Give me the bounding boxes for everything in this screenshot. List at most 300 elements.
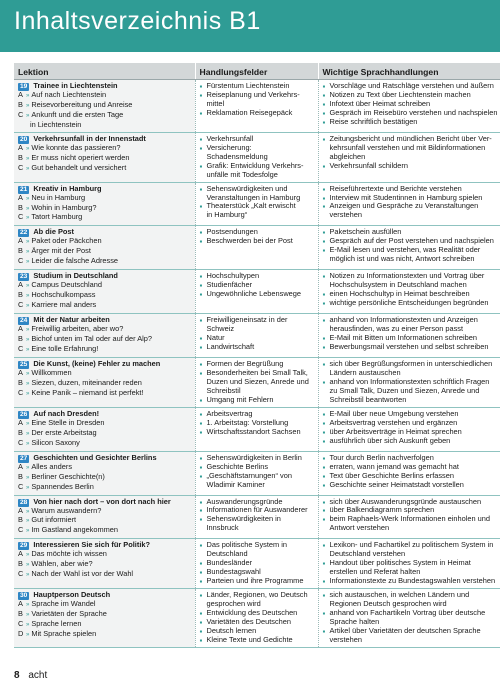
sprachhandlungen-cell	[318, 314, 500, 358]
arrow-icon: »	[26, 622, 30, 629]
lesson-section	[18, 526, 192, 536]
item-text: abgleichen	[329, 151, 366, 161]
lesson-section	[18, 111, 192, 130]
actions-list	[323, 454, 500, 490]
section-letter: B	[18, 471, 23, 481]
bullet-icon: ▪	[199, 316, 203, 326]
sprachhandlung-item	[323, 627, 500, 645]
lesson-cell	[14, 270, 195, 314]
sprachhandlung-item	[323, 437, 500, 446]
bullet-icon: ▪	[199, 90, 203, 100]
section-letter: A	[18, 90, 23, 99]
bullet-icon: ▪	[322, 497, 326, 507]
lesson-title: Ab die Post	[33, 228, 74, 237]
item-text: Geschichte seiner Heimatstadt vorstellen	[329, 479, 464, 489]
lesson-row	[14, 132, 500, 182]
fields-list	[200, 591, 315, 645]
bullet-icon: ▪	[322, 272, 326, 282]
item-text: Notizen zu Informationstexten und Vortrag über	[329, 271, 485, 281]
lesson-section	[18, 164, 192, 174]
arrow-icon: »	[26, 508, 30, 515]
section-title: Willkommen	[31, 368, 72, 378]
section-letter: C	[18, 162, 24, 172]
bullet-icon: ▪	[199, 134, 203, 144]
lesson-cell	[14, 80, 195, 133]
item-text: Sehenswürdigkeiten in	[206, 514, 281, 524]
bullet-icon: ▪	[199, 290, 203, 300]
actions-list	[323, 82, 500, 127]
fields-list	[200, 541, 315, 586]
bullet-icon: ▪	[322, 591, 326, 601]
handlungsfeld-item	[200, 472, 315, 490]
handlungsfeld-item	[200, 202, 315, 220]
section-title: Gut behandelt und versichert	[31, 162, 127, 172]
section-letter: C	[18, 481, 24, 491]
section-letter: A	[18, 192, 23, 202]
item-text: Reklamation Reisegepäck	[206, 107, 293, 117]
arrow-icon: »	[26, 195, 30, 202]
section-letter: C	[18, 212, 24, 222]
actions-list	[323, 272, 500, 308]
item-text: Bewerbungsmail verstehen und selbst schreiben	[329, 342, 489, 352]
section-title-cont: in Liechtenstein	[30, 119, 82, 129]
item-text: Hochschultypen	[206, 271, 260, 281]
handlungsfeld-item	[200, 237, 315, 246]
item-text: in Hamburg“	[206, 210, 248, 220]
section-title: Leider die falsche Adresse	[31, 256, 119, 266]
title-bar	[0, 0, 500, 52]
item-text: gesprochen wird	[206, 599, 261, 609]
section-letter: B	[18, 290, 23, 300]
arrow-icon: »	[26, 249, 30, 256]
bullet-icon: ▪	[322, 515, 326, 525]
item-text: kehrsunfall verstehen und mit Bildinformationen	[329, 142, 486, 152]
lesson-section	[18, 389, 192, 399]
lesson-number-badge: 30	[20, 592, 28, 600]
section-title: Ärger mit der Post	[31, 246, 91, 256]
item-text: Schweiz	[206, 324, 235, 334]
item-text: Handout über politisches System in Heimat	[329, 558, 471, 568]
sprachhandlungen-cell	[318, 270, 500, 314]
arrow-icon: »	[26, 347, 30, 354]
item-text: Deutsch lernen	[206, 625, 257, 635]
arrow-icon: »	[26, 528, 30, 535]
bullet-icon: ▪	[322, 626, 326, 636]
table-body	[14, 80, 500, 648]
arrow-icon: »	[26, 552, 30, 559]
item-text: Formen der Begrüßung	[206, 359, 284, 369]
section-letter: A	[18, 599, 23, 609]
fields-list	[200, 360, 315, 405]
handlungsfeld-item	[200, 591, 315, 609]
sprachhandlung-item	[323, 577, 500, 586]
section-title: Gut informiert	[31, 515, 77, 525]
item-text: Ländern austauschen	[329, 367, 401, 377]
item-text: unfälle mit Todesfolge	[206, 169, 278, 179]
lesson-section	[18, 257, 192, 267]
item-text: Duzen und Siezen, Anrede und	[206, 376, 309, 386]
bullet-icon: ▪	[322, 609, 326, 619]
sprachhandlung-item	[323, 541, 500, 559]
bullet-icon: ▪	[322, 377, 326, 387]
bullet-icon: ▪	[322, 453, 326, 463]
bullet-icon: ▪	[199, 453, 203, 463]
item-text: Länder, Regionen, wo Deutsch	[206, 590, 308, 600]
bullet-icon: ▪	[199, 497, 203, 507]
lesson-section	[18, 570, 192, 580]
item-text: über Balkendiagramm sprechen	[329, 505, 435, 515]
section-letter: B	[18, 559, 23, 569]
item-text: Deutschland verstehen	[329, 549, 406, 559]
section-title: Mit Sprache spielen	[31, 628, 97, 638]
lesson-title: Hauptperson Deutsch	[33, 591, 111, 600]
bullet-icon: ▪	[322, 559, 326, 569]
item-text: Das politische System in	[206, 540, 288, 550]
fields-list	[200, 272, 315, 299]
section-title: Keine Panik – niemand ist perfekt!	[31, 387, 144, 397]
sprachhandlung-item	[323, 378, 500, 405]
section-title: Berliner Geschichte(n)	[31, 471, 105, 481]
bullet-icon: ▪	[199, 568, 203, 578]
item-text: Gespräch auf der Post verstehen und nachspielen	[329, 236, 494, 246]
sprachhandlungen-cell	[318, 589, 500, 648]
item-text: anhand von Informationstexten und Anzeigen	[329, 315, 478, 325]
item-text: Innsbruck	[206, 523, 239, 533]
lesson-number-badge: 27	[20, 454, 28, 462]
section-letter: B	[18, 377, 23, 387]
arrow-icon: »	[26, 303, 30, 310]
item-text: Informationstexte zu Bundestagswahlen verstehen	[329, 576, 496, 586]
handlungsfeld-item	[200, 185, 315, 203]
section-letter: B	[18, 609, 23, 619]
item-text: Text über Geschichte Berlins erfassen	[329, 470, 454, 480]
arrow-icon: »	[26, 102, 30, 109]
fields-list	[200, 185, 315, 221]
handlungsfeld-item	[200, 541, 315, 559]
bullet-icon: ▪	[322, 541, 326, 551]
handlungsfelder-cell	[195, 270, 318, 314]
bullet-icon: ▪	[199, 515, 203, 525]
actions-list	[323, 360, 500, 405]
item-text: Umgang mit Fehlern	[206, 394, 274, 404]
bullet-icon: ▪	[322, 90, 326, 100]
lesson-cell	[14, 407, 195, 451]
table-header-row	[14, 63, 500, 80]
bullet-icon: ▪	[322, 82, 326, 91]
section-title: Karriere mal anders	[31, 300, 97, 310]
bullet-icon: ▪	[322, 471, 326, 481]
actions-list	[323, 228, 500, 264]
item-text: E-Mail über neue Umgebung verstehen	[329, 408, 459, 418]
arrow-icon: »	[26, 484, 30, 491]
bullet-icon: ▪	[199, 395, 203, 405]
sprachhandlung-item	[323, 299, 500, 308]
item-text: Sehenswürdigkeiten und	[206, 183, 288, 193]
handlungsfelder-cell	[195, 451, 318, 495]
arrow-icon: »	[26, 112, 30, 119]
lesson-cell	[14, 182, 195, 226]
lesson-section	[18, 301, 192, 311]
arrow-icon: »	[26, 259, 30, 266]
sprachhandlungen-cell	[318, 358, 500, 408]
sprachhandlungen-cell	[318, 182, 500, 226]
item-text: Parteien und ihre Programme	[206, 576, 304, 586]
lesson-number-badge: 21	[20, 185, 28, 193]
lesson-title: Studium in Deutschland	[33, 272, 118, 281]
section-letter: A	[18, 324, 23, 334]
bullet-icon: ▪	[199, 281, 203, 291]
item-text: Ungewöhnliche Lebenswege	[206, 289, 302, 299]
section-title: Alles anders	[31, 461, 73, 471]
item-text: Arbeitsvertrag verstehen und ergänzen	[329, 417, 458, 427]
sprachhandlung-item	[323, 591, 500, 609]
bullet-icon: ▪	[322, 184, 326, 194]
section-title: Freiwillig arbeiten, aber wo?	[31, 324, 124, 334]
bullet-icon: ▪	[199, 541, 203, 551]
bullet-icon: ▪	[199, 506, 203, 516]
item-text: beim Raphaels-Werk Informationen einholen und	[329, 514, 490, 524]
contents-table	[14, 63, 500, 648]
arrow-icon: »	[26, 440, 30, 447]
bullet-icon: ▪	[199, 343, 203, 353]
handlungsfelder-cell	[195, 495, 318, 539]
item-text: Landwirtschaft	[206, 342, 255, 352]
item-text: zu Small Talk, Duzen und Siezen, Anrede und	[329, 385, 480, 395]
item-text: Sprache halten	[329, 616, 380, 626]
arrow-icon: »	[26, 464, 30, 471]
item-text: anhand von Fachartikeln Vortrag über deutsche	[329, 608, 486, 618]
arrow-icon: »	[26, 380, 30, 387]
arrow-icon: »	[26, 562, 30, 569]
bullet-icon: ▪	[199, 617, 203, 627]
section-letter: C	[18, 387, 24, 397]
item-text: Bundestagswahl	[206, 567, 261, 577]
bullet-icon: ▪	[322, 99, 326, 109]
item-text: Verkehrsunfall schildern	[329, 160, 408, 170]
bullet-icon: ▪	[199, 272, 203, 282]
bullet-icon: ▪	[322, 237, 326, 247]
sprachhandlung-item	[323, 481, 500, 490]
item-text: Reise schriftlich bestätigen	[329, 116, 418, 126]
lesson-number-badge: 28	[20, 498, 28, 506]
item-text: Fürstentum Liechtenstein	[206, 81, 290, 90]
item-text: Lexikon- und Fachartikel zu politischem System in	[329, 540, 494, 550]
lesson-number-badge: 26	[20, 410, 28, 418]
arrow-icon: »	[26, 430, 30, 437]
actions-list	[323, 498, 500, 534]
handlungsfeld-item	[200, 290, 315, 299]
actions-list	[323, 541, 500, 586]
fields-list	[200, 498, 315, 534]
item-text: Informationen für Auswanderer	[206, 505, 308, 515]
section-title: Silicon Saxony	[31, 437, 80, 447]
arrow-icon: »	[26, 371, 30, 378]
item-text: über Arbeitsverträge in Heimat sprechen	[329, 426, 462, 436]
arrow-icon: »	[26, 572, 30, 579]
item-text: „Geschäftstarnungen“ von	[206, 470, 292, 480]
lesson-cell	[14, 589, 195, 648]
bullet-icon: ▪	[322, 193, 326, 203]
section-title: Hochschulkompass	[31, 290, 96, 300]
item-text: Paketschein ausfüllen	[329, 227, 402, 237]
sprachhandlung-item	[323, 118, 500, 127]
fields-list	[200, 82, 315, 118]
handlungsfelder-cell	[195, 226, 318, 270]
lesson-section	[18, 213, 192, 223]
column-header-handlungsfelder: Handlungsfelder	[195, 63, 318, 80]
item-text: Tour durch Berlin nachverfolgen	[329, 452, 434, 462]
item-text: anhand von Informationstexten schriftlich Fragen	[329, 376, 490, 386]
sprachhandlung-item	[323, 246, 500, 264]
lesson-cell	[14, 495, 195, 539]
handlungsfelder-cell	[195, 80, 318, 133]
bullet-icon: ▪	[322, 134, 326, 144]
handlungsfeld-item	[200, 91, 315, 109]
bullet-icon: ▪	[322, 228, 326, 238]
item-text: Versicherung: Schadensmeldung	[206, 142, 268, 161]
section-letter: B	[18, 99, 23, 109]
item-text: verstehen	[329, 210, 362, 220]
item-text: Vorschläge und Ratschläge verstehen und äußern	[329, 81, 494, 90]
handlungsfeld-item	[200, 369, 315, 396]
section-title: Bichof unten im Tal oder auf der Alp?	[31, 334, 152, 344]
section-letter: B	[18, 202, 23, 212]
page-number-word: acht	[28, 670, 48, 681]
arrow-icon: »	[26, 145, 30, 152]
item-text: Besonderheiten bei Small Talk,	[206, 367, 308, 377]
item-text: ausführlich über sich Auskunft geben	[329, 435, 451, 445]
bullet-icon: ▪	[199, 427, 203, 437]
bullet-icon: ▪	[322, 462, 326, 472]
lesson-section	[18, 345, 192, 355]
section-letter: C	[18, 437, 24, 447]
bullet-icon: ▪	[199, 143, 203, 153]
bullet-icon: ▪	[322, 343, 326, 353]
bullet-icon: ▪	[199, 228, 203, 238]
handlungsfeld-item	[200, 109, 315, 118]
arrow-icon: »	[26, 93, 30, 99]
fields-list	[200, 316, 315, 352]
section-title: Campus Deutschland	[31, 280, 103, 290]
page-title: Inhaltsverzeichnis B1	[14, 7, 261, 35]
bullet-icon: ▪	[322, 480, 326, 490]
item-text: Regionen Deutsch gesprochen wird	[329, 599, 447, 609]
arrow-icon: »	[26, 390, 30, 397]
section-letter: B	[18, 246, 23, 256]
bullet-icon: ▪	[199, 368, 203, 378]
item-text: Interview mit Studentinnen in Hamburg spielen	[329, 192, 483, 202]
section-letter: C	[18, 569, 24, 579]
arrow-icon: »	[26, 327, 30, 334]
lesson-cell	[14, 358, 195, 408]
section-letter: D	[18, 628, 24, 638]
bullet-icon: ▪	[199, 591, 203, 601]
bullet-icon: ▪	[322, 360, 326, 370]
bullet-icon: ▪	[199, 108, 203, 118]
bullet-icon: ▪	[199, 471, 203, 481]
fields-list	[200, 228, 315, 246]
column-header-sprachhandlungen: Wichtige Sprachhandlungen	[318, 63, 500, 80]
item-text: Antwort verstehen	[329, 523, 390, 533]
item-text: Postsendungen	[206, 227, 258, 237]
item-text: Wirtschaftsstandort Sachsen	[206, 426, 301, 436]
handlungsfelder-cell	[195, 407, 318, 451]
section-letter: A	[18, 417, 23, 427]
lesson-number-badge: 24	[20, 317, 28, 325]
column-header-lektion: Lektion	[14, 63, 195, 80]
section-title: Der erste Arbeitstag	[31, 427, 97, 437]
item-text: Reiseführertexte und Berichte verstehen	[329, 183, 462, 193]
bullet-icon: ▪	[322, 202, 326, 212]
fields-list	[200, 135, 315, 180]
lesson-number-badge: 20	[20, 135, 28, 143]
item-text: Notizen zu Text über Liechtenstein machen	[329, 89, 471, 99]
arrow-icon: »	[26, 239, 30, 246]
section-letter: A	[18, 142, 23, 152]
section-letter: A	[18, 505, 23, 515]
item-text: Deutschland	[206, 549, 248, 559]
section-letter: C	[18, 525, 24, 535]
bullet-icon: ▪	[199, 184, 203, 194]
item-text: Freiwilligeneinsatz in der	[206, 315, 288, 325]
item-text: Auswanderungsgründe	[206, 496, 283, 506]
lesson-row	[14, 226, 500, 270]
bullet-icon: ▪	[322, 334, 326, 344]
handlungsfeld-item	[200, 343, 315, 352]
page-footer	[14, 670, 47, 681]
item-text: mittel	[206, 98, 225, 108]
bullet-icon: ▪	[199, 626, 203, 636]
lesson-row	[14, 407, 500, 451]
lesson-cell	[14, 314, 195, 358]
fields-list	[200, 410, 315, 437]
bullet-icon: ▪	[199, 334, 203, 344]
item-text: Kleine Texte und Gedichte	[206, 634, 293, 644]
section-title: Das möchte ich wissen	[31, 549, 107, 559]
sprachhandlung-item	[323, 316, 500, 334]
sprachhandlung-item	[323, 559, 500, 577]
handlungsfeld-item	[200, 577, 315, 586]
section-title: Neu in Hamburg	[31, 192, 86, 202]
arrow-icon: »	[26, 337, 30, 344]
section-letter: C	[18, 109, 24, 119]
section-letter: C	[18, 256, 24, 266]
lesson-section	[18, 439, 192, 449]
handlungsfeld-item	[200, 636, 315, 645]
bullet-icon: ▪	[199, 409, 203, 419]
lesson-row	[14, 80, 500, 133]
bullet-icon: ▪	[199, 360, 203, 370]
item-text: Schreibstil beantworten	[329, 394, 407, 404]
sprachhandlungen-cell	[318, 132, 500, 182]
item-text: Infotext über Heimat schreiben	[329, 98, 431, 108]
lesson-row	[14, 451, 500, 495]
arrow-icon: »	[26, 631, 30, 638]
item-text: Studienfächer	[206, 280, 253, 290]
item-text: Artikel über Varietäten der deutschen Sprache	[329, 625, 481, 635]
lesson-number-badge: 29	[20, 542, 28, 550]
section-letter: A	[18, 368, 23, 378]
bullet-icon: ▪	[322, 418, 326, 428]
lesson-row	[14, 589, 500, 648]
handlungsfeld-item	[200, 396, 315, 405]
item-text: Grafik: Entwicklung Verkehrs-	[206, 160, 304, 170]
arrow-icon: »	[26, 215, 30, 222]
handlungsfelder-cell	[195, 314, 318, 358]
bullet-icon: ▪	[322, 409, 326, 419]
section-letter: B	[18, 152, 23, 162]
bullet-icon: ▪	[199, 418, 203, 428]
